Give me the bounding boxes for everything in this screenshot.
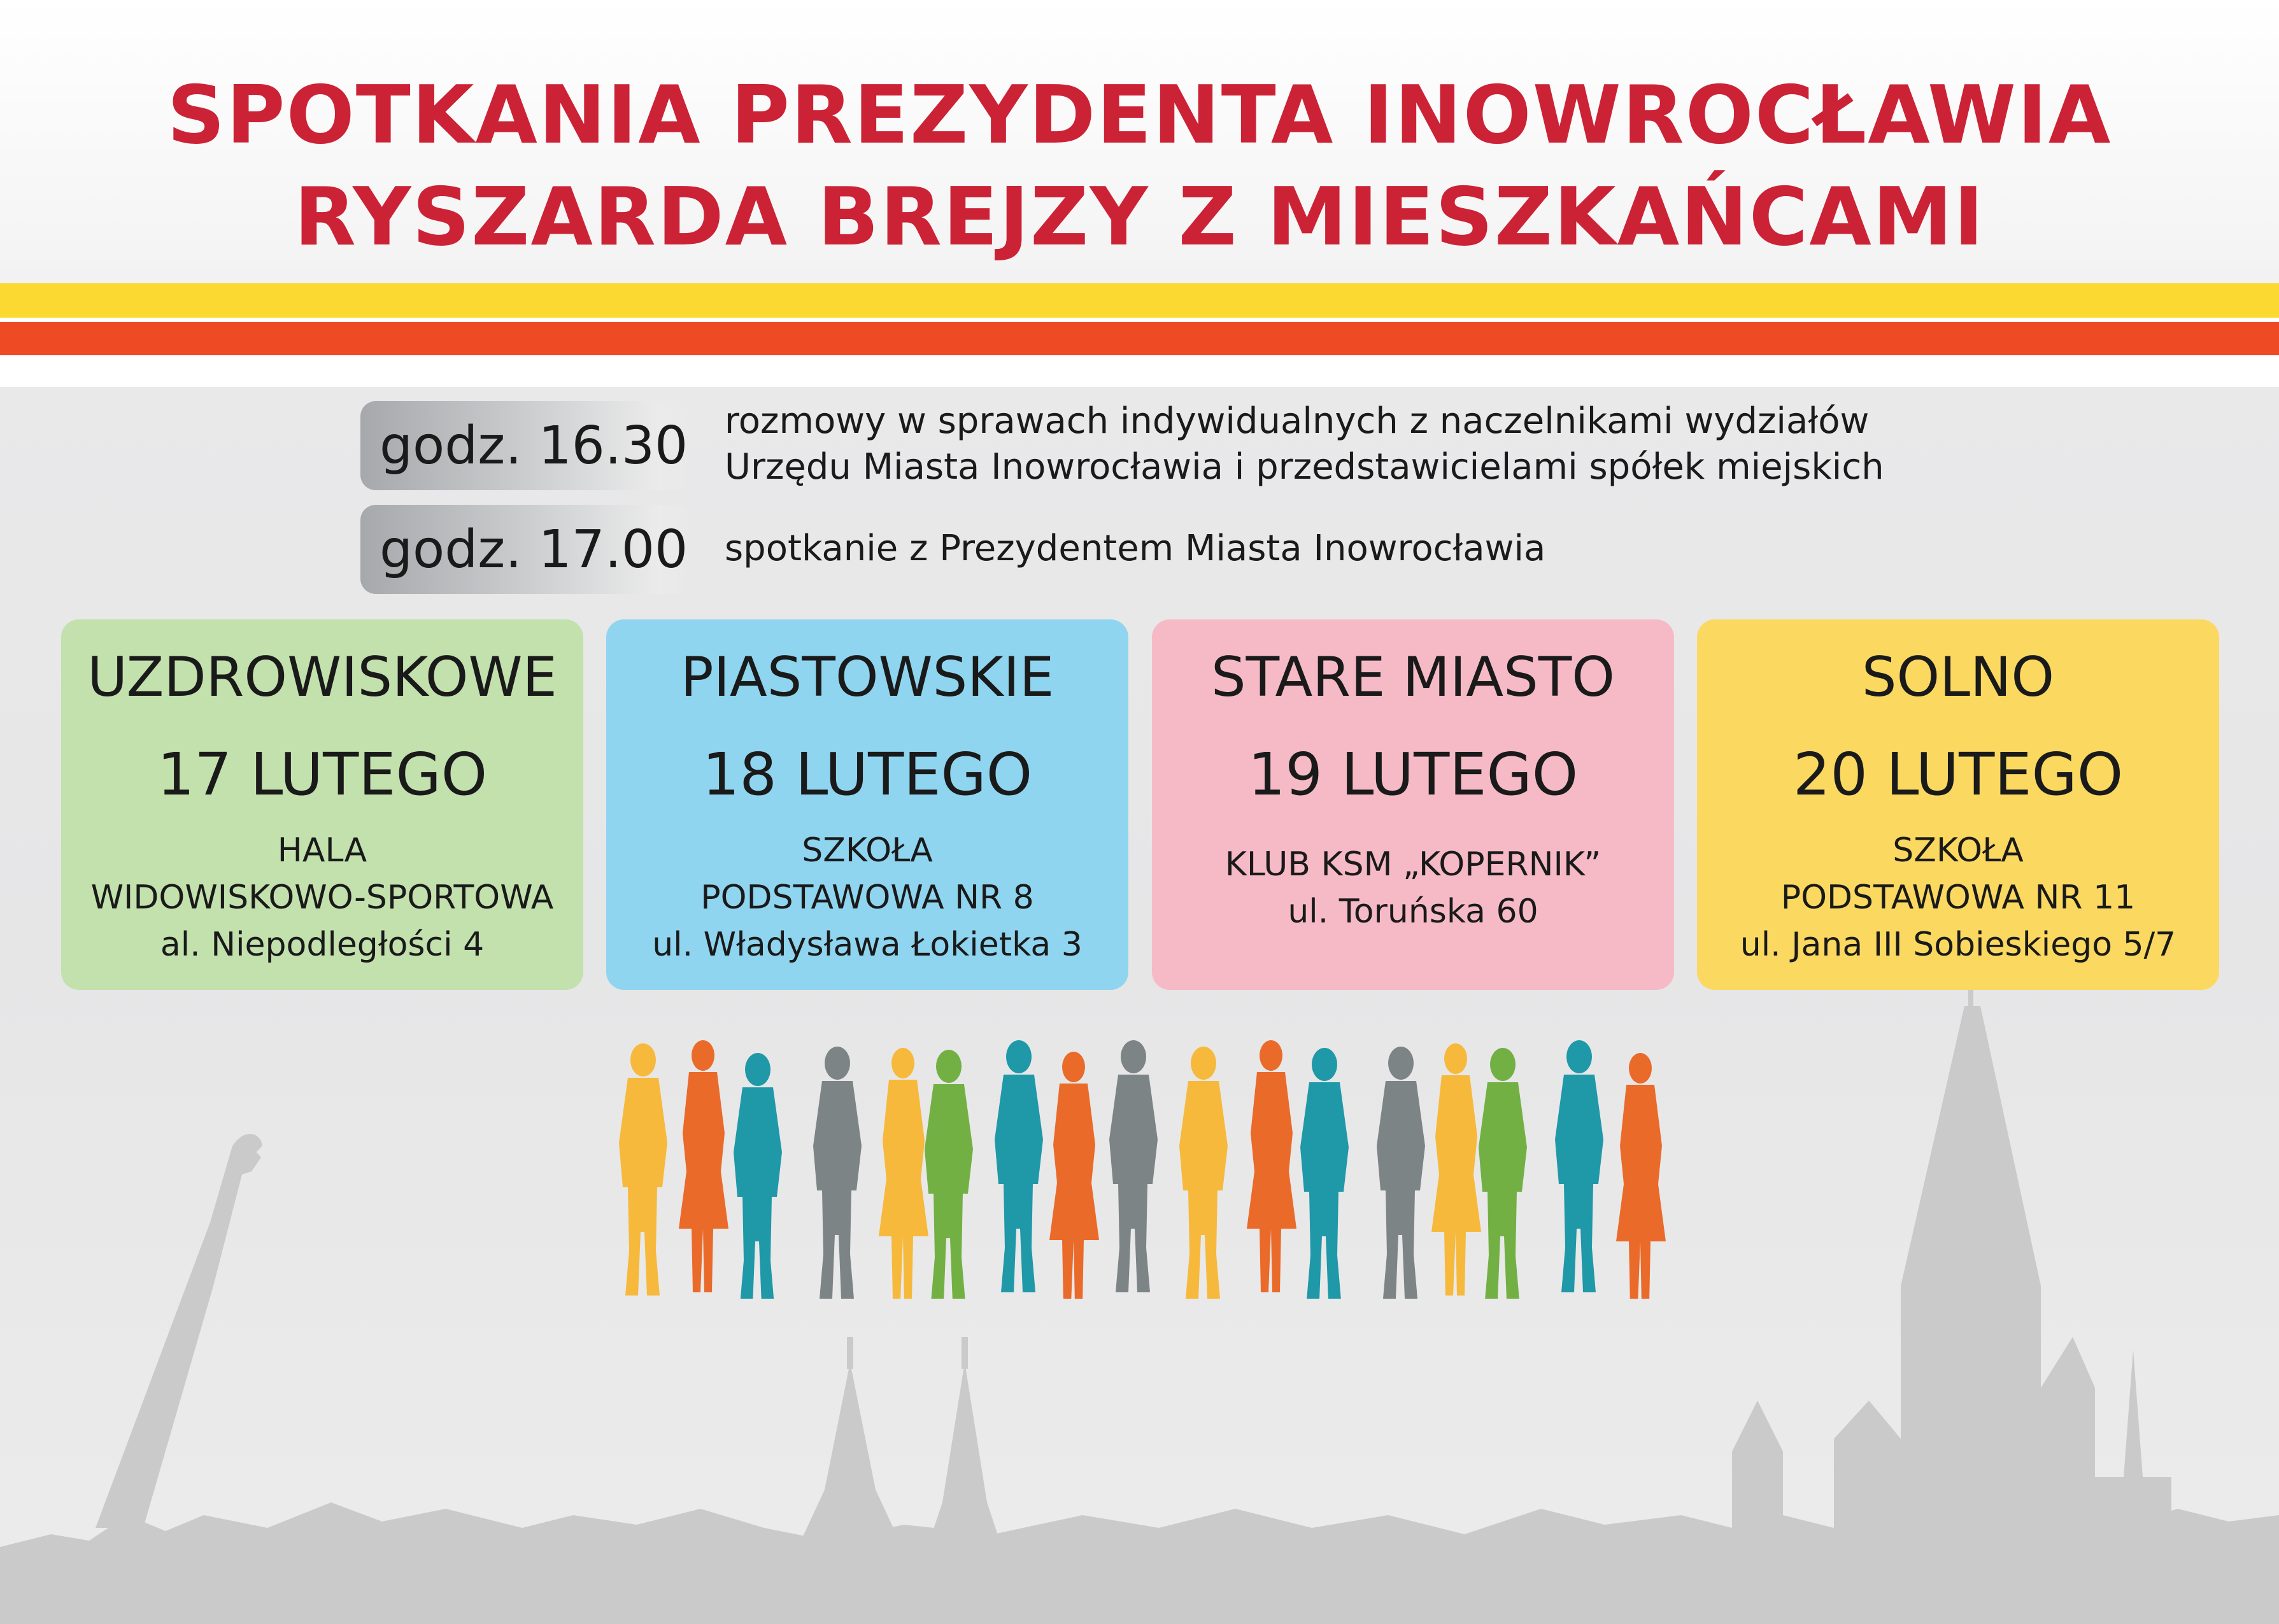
crowd-silhouettes-icon [605, 1038, 1675, 1299]
title-line-1: SPOTKANIA PREZYDENTA INOWROCŁAWIA [167, 68, 2112, 162]
flag-stripe-yellow [0, 283, 2279, 318]
venue-address: ul. Władysława Łokietka 3 [652, 926, 1083, 964]
venue-line-2: PODSTAWOWA NR 8 [700, 879, 1034, 917]
meeting-date: 20 LUTEGO [1793, 740, 2124, 808]
venue-address: al. Niepodległości 4 [160, 926, 485, 964]
flag-stripe-gap [0, 318, 2279, 322]
venue-line-2: WIDOWISKOWO-SPORTOWA [90, 879, 554, 917]
schedule-1-description-line-2: Urzędu Miasta Inowrocławia i przedstawicielami spółek miejskich [725, 446, 1884, 488]
meeting-card-solno [1697, 619, 2219, 990]
schedule-2-description: spotkanie z Prezydentem Miasta Inowrocławia [725, 528, 1546, 569]
meeting-date: 18 LUTEGO [702, 740, 1033, 808]
venue-line-1: HALA [277, 831, 367, 870]
time-badge-1: godz. 16.30 [360, 401, 692, 490]
venue-line-1: SZKOŁA [802, 831, 933, 870]
meeting-card-stare-miasto [1152, 619, 1674, 990]
district-name: PIASTOWSKIE [680, 646, 1054, 709]
meeting-date: 19 LUTEGO [1247, 740, 1579, 808]
title-line-2: RYSZARDA BREJZY Z MIESZKAŃCAMI [294, 170, 1985, 264]
district-name: UZDROWISKOWE [87, 646, 557, 709]
meeting-card-uzdrowiskowe [61, 619, 583, 990]
district-name: STARE MIASTO [1211, 646, 1615, 709]
venue-line-1: SZKOŁA [1892, 831, 2024, 870]
flag-stripe-orange [0, 322, 2279, 355]
venue-line-2: PODSTAWOWA NR 11 [1780, 879, 2136, 917]
schedule-1-description-line-1: rozmowy w sprawach indywidualnych z naczelnikami wydziałów [725, 400, 1870, 442]
time-badge-2: godz. 17.00 [360, 505, 692, 594]
meeting-card-piastowskie [606, 619, 1128, 990]
venue-address: ul. Jana III Sobieskiego 5/7 [1740, 926, 2176, 964]
venue-address: ul. Toruńska 60 [1288, 893, 1538, 931]
district-name: SOLNO [1861, 646, 2055, 709]
venue-line-1: KLUB KSM „KOPERNIK” [1225, 845, 1601, 884]
flag-stripe-white [0, 355, 2279, 387]
meeting-date: 17 LUTEGO [157, 740, 488, 808]
